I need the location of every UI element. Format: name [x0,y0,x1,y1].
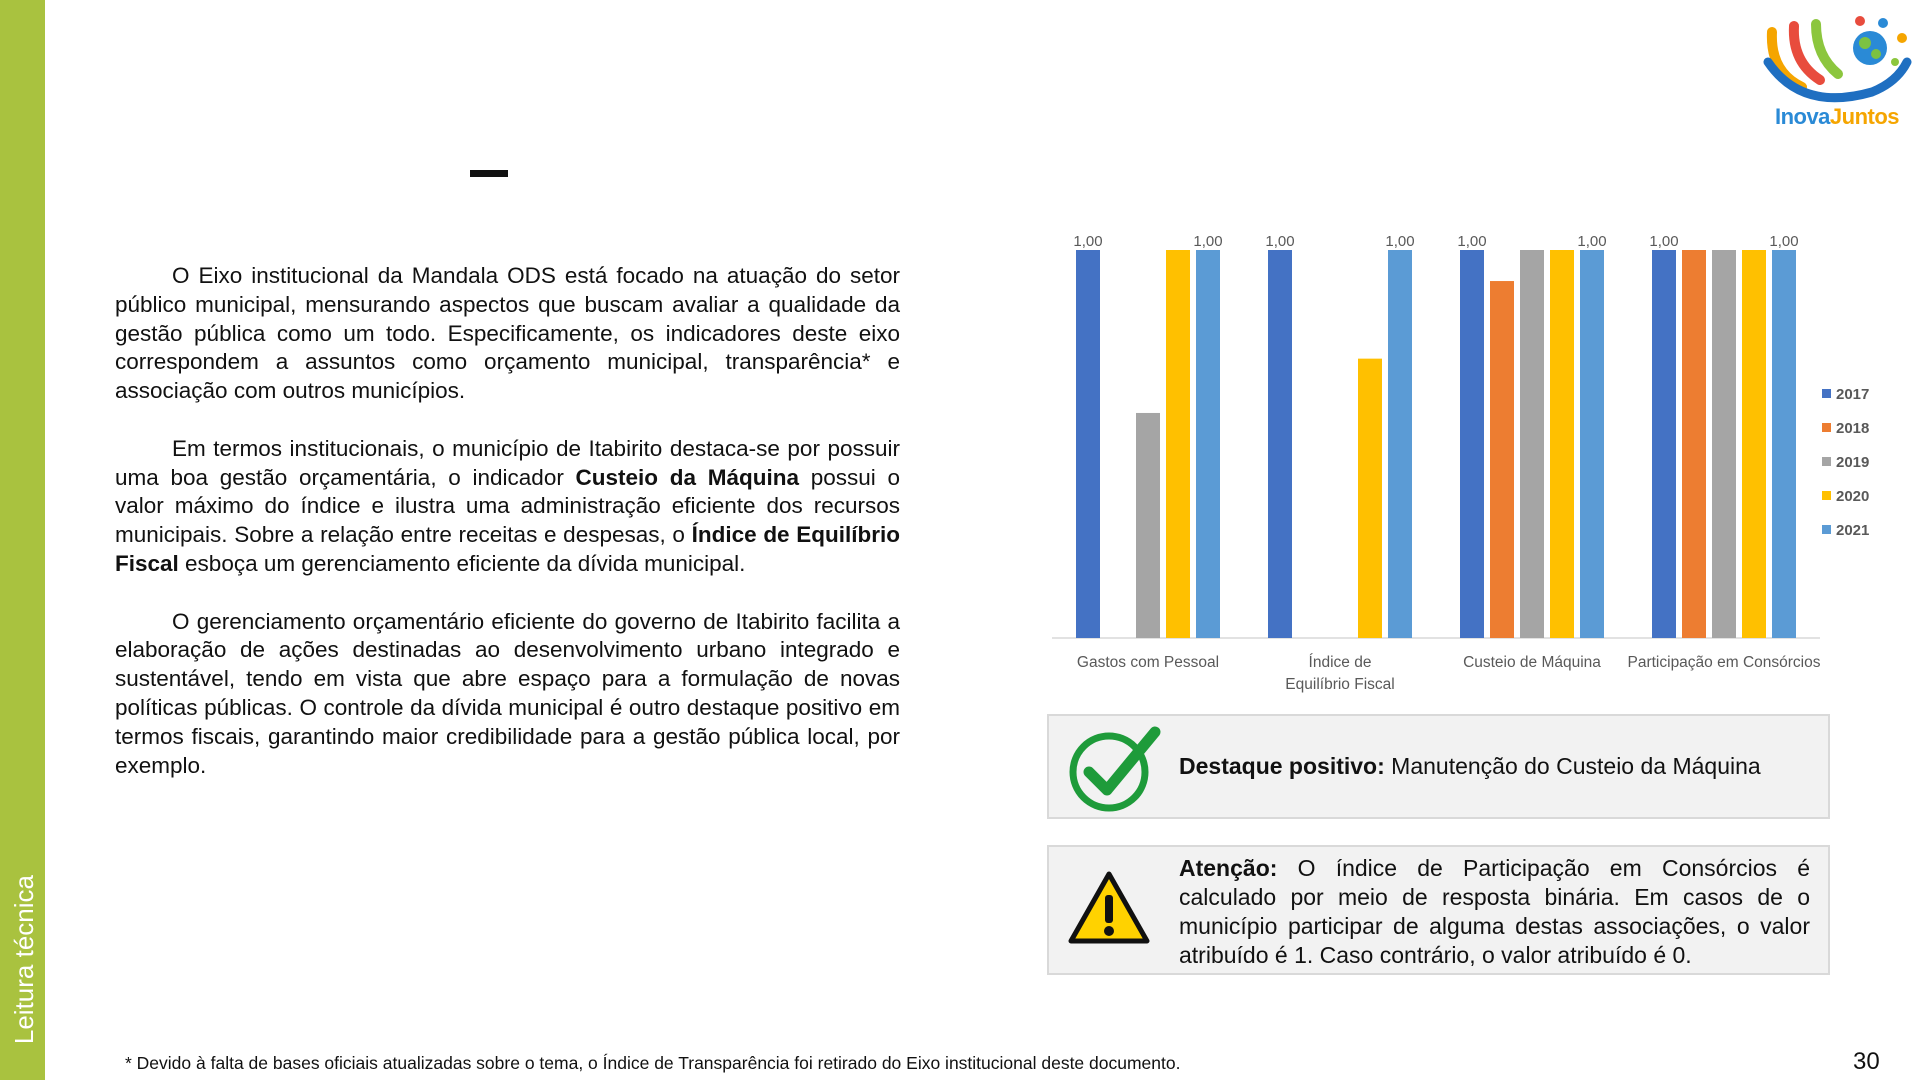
data-label-1: 1,00 [1193,233,1223,250]
legend-swatch-2019 [1822,457,1831,466]
logo-text [1762,104,1912,130]
paragraph-2 [115,435,900,579]
bar-2018-2 [1490,281,1514,638]
bar-2019-0 [1136,413,1160,638]
highlight-equilibrio: Índice de Equilíbrio Fiscal [115,522,900,576]
sidebar-band [0,0,45,1080]
bar-2017-1 [1268,250,1292,638]
bar-2019-3 [1712,250,1736,638]
category-label-3: Participação em Consórcios [1627,654,1821,671]
positive-highlight-box [1047,714,1830,819]
bar-2017-0 [1076,250,1100,638]
category-label-1: Índice de [1308,654,1372,671]
positive-text [1179,716,1808,817]
legend-label-2019: 2019 [1836,454,1870,471]
bar-2020-2 [1550,250,1574,638]
warning-icon [1067,869,1151,952]
bar-2021-3 [1772,250,1796,638]
sidebar-label: Leitura técnica [9,874,39,1044]
title-dash [470,170,508,177]
data-label-5: 1,00 [1577,233,1607,250]
bar-2018-3 [1682,250,1706,638]
category-label-0: Gastos com Pessoal [1076,654,1220,671]
legend-swatch-2017 [1822,389,1831,398]
checkmark-icon [1067,724,1162,819]
bar-chart [1040,225,1880,705]
legend-label-2018: 2018 [1836,420,1870,437]
body-text [115,262,900,809]
bar-2019-2 [1520,250,1544,638]
data-label-2: 1,00 [1265,233,1295,250]
legend-swatch-2018 [1822,423,1831,432]
positive-label: Destaque positivo: [1179,753,1385,779]
bar-2021-1 [1388,250,1412,638]
paragraph-2-text-a: Em termos institucionais, o município de Itabirito destaca-se por possuir uma boa gestão orçamentária, o indicador [115,435,900,490]
category-label-1-line2: Equilíbrio Fiscal [1285,676,1395,693]
legend-swatch-2021 [1822,525,1831,534]
bar-2021-2 [1580,250,1604,638]
logo-graphic [1762,12,1912,107]
attention-box [1047,845,1830,975]
paragraph-3: O gerenciamento orçamentário eficiente do governo de Itabirito facilita a elaboração de ações destinadas ao desenvolvimento urbano integrado e sustentável, tendo em vista que abre espaço para a formulação de novas políticas públicas. O controle da dívida municipal é outro destaque positivo em termos fiscais, garantindo maior credibilidade para a gestão pública local, por exemplo. [115,608,900,778]
data-label-4: 1,00 [1457,233,1487,250]
highlight-custeio: Custeio da Máquina [575,464,799,490]
paragraph-1: O Eixo institucional da Mandala ODS está focado na atuação do setor público municipal, mensurando aspectos que buscam avaliar a qualidade da gestão pública como um todo. Especificamente, os indicadores deste eixo correspondem a assuntos como orçamento municipal, transparência* e associação com outros municípios. [115,263,900,404]
bar-2017-3 [1652,250,1676,638]
attention-description: O índice de Participação em Consórcios é calculado por meio de resposta binária. Em casos de o município participar de alguma destas associações, o valor atribuído é 1. Caso contrário, o valor atribuído é 0. [1179,855,1810,968]
data-label-0: 1,00 [1073,233,1103,250]
logo-text-inova: Inova [1774,104,1830,129]
footnote: * Devido à falta de bases oficiais atualizadas sobre o tema, o Índice de Transparência foi retirado do Eixo institucional deste documento. [125,1053,1181,1073]
bar-2020-1 [1358,359,1382,638]
bar-2021-0 [1196,250,1220,638]
attention-text [1179,854,1810,970]
positive-description: Manutenção do Custeio da Máquina [1384,753,1761,779]
legend-label-2020: 2020 [1836,488,1870,505]
attention-label: Atenção: [1179,855,1278,881]
bar-2020-3 [1742,250,1766,638]
inova-juntos-logo [1762,12,1912,137]
category-label-2: Custeio de Máquina [1463,654,1601,671]
logo-text-juntos: Juntos [1829,104,1900,129]
page-number: 30 [1853,1048,1880,1075]
legend-swatch-2020 [1822,491,1831,500]
data-label-6: 1,00 [1649,233,1679,250]
legend-label-2021: 2021 [1836,522,1870,539]
data-label-7: 1,00 [1769,233,1799,250]
paragraph-2-text-c: possui o valor máximo do índice e ilustra uma administração eficiente dos recursos municipais. Sobre a relação entre receitas e despesas, o [115,464,900,548]
bar-2017-2 [1460,250,1484,638]
chart-svg [1040,225,1880,705]
paragraph-2-text-e: esboça um gerenciamento eficiente da dívida municipal. [178,550,746,576]
data-label-3: 1,00 [1385,233,1415,250]
legend-label-2017: 2017 [1836,386,1870,403]
bar-2020-0 [1166,250,1190,638]
